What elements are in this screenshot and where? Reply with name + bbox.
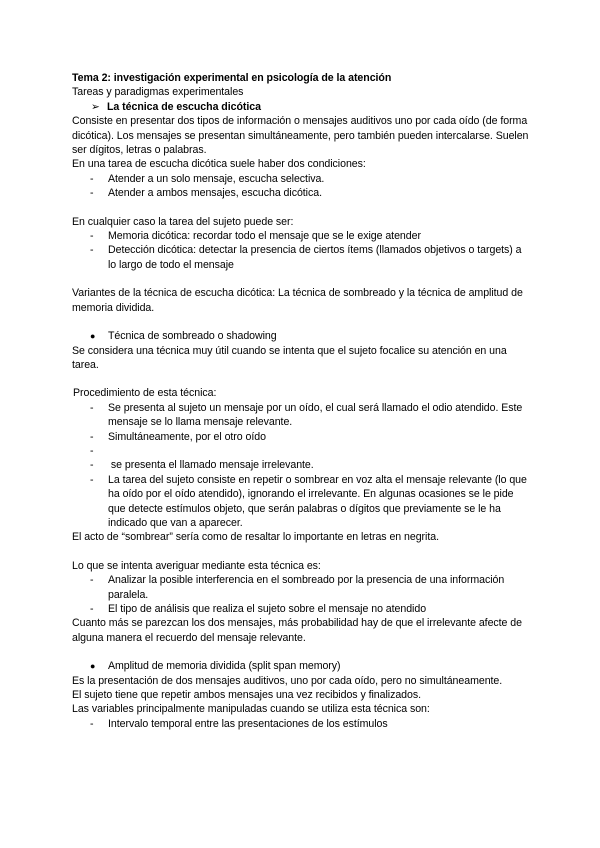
paragraph: Es la presentación de dos mensajes auditivos, uno por cada oído, pero no simultáneamente. [72,674,503,687]
paragraph: El acto de “sombrear” sería como de resaltar lo importante en letras en negrita. [72,531,439,544]
list-item: - Atender a ambos mensajes, escucha dicótica. [72,186,532,200]
list-item: - Analizar la posible interferencia en el sombreado por la presencia de una información paralela. [72,573,532,602]
bullet-heading-text: Técnica de sombreado o shadowing [108,330,277,343]
dash-list-conditions [72,172,532,201]
circle-bullet-icon: ● [90,331,96,342]
section-heading-text: La técnica de escucha dicótica [107,100,261,113]
list-item: - se presenta el llamado mensaje irrelevante. [72,458,532,472]
list-item [72,444,532,458]
list-item: - Se presenta al sujeto un mensaje por un oído, el cual será llamado el odio atendido. Este mensaje se lo llama mensaje relevante. [72,401,532,430]
list-item: - Simultáneamente, por el otro oído [72,430,532,444]
dash-list-tasks [72,229,532,272]
bullet-heading-split-span [72,659,532,673]
paragraph: En una tarea de escucha dicótica suele haber dos condiciones: [72,158,366,171]
dash-list-procedure [72,401,532,531]
list-item: - El tipo de análisis que realiza el sujeto sobre el mensaje no atendido [72,602,532,616]
list-item: - Detección dicótica: detectar la presencia de ciertos ítems (llamados objetivos o targets) a lo largo de todo el mensaje [72,243,532,272]
paragraph: Las variables principalmente manipuladas cuando se utiliza esta técnica son: [72,703,430,716]
paragraph: El sujeto tiene que repetir ambos mensajes una vez recibidos y finalizados. [72,689,421,702]
list-item: - Atender a un solo mensaje, escucha selectiva. [72,172,532,186]
dash-list-variables [72,717,532,731]
dash-list-goals [72,573,532,616]
list-item: - Intervalo temporal entre las presentaciones de los estímulos [72,717,532,731]
paragraph: En cualquier caso la tarea del sujeto puede ser: [72,215,294,228]
bullet-heading-text: Amplitud de memoria dividida (split span memory) [108,660,341,673]
paragraph: Lo que se intenta averiguar mediante esta técnica es: [72,559,321,572]
paragraph: Se considera una técnica muy útil cuando se intenta que el sujeto focalice su atención en una tarea. [72,344,507,371]
list-item: - Memoria dicótica: recordar todo el mensaje que se le exige atender [72,229,532,243]
paragraph: Consiste en presentar dos tipos de información o mensajes auditivos uno por cada oído (de forma dicótica). Los mensajes se presentan simultáneamente, pero también pueden intercalarse. Suelen ser dígitos, letras o palabras. [72,115,529,157]
paragraph: Cuanto más se parezcan los dos mensajes, más probabilidad hay de que el irrelevante afecte de alguna manera el recuerdo del mensaje relevante. [72,617,522,644]
list-item: - La tarea del sujeto consiste en repetir o sombrear en voz alta el mensaje relevante (lo que ha oído por el oído atendido), ignorando el irrelevante. En algunas ocasiones se le pide que detecte estímulos objeto, que serán palabras o dígitos que previamente se le ha indicado que van a aparecer. [72,473,532,531]
bullet-heading-shadowing [72,329,532,343]
document-page [72,71,532,731]
section-heading [72,100,532,114]
paragraph: Procedimiento de esta técnica: [73,387,217,400]
document-subtitle: Tareas y paradigmas experimentales [72,86,244,99]
paragraph: Variantes de la técnica de escucha dicótica: La técnica de sombreado y la técnica de amplitud de memoria dividida. [72,287,523,314]
arrow-bullet-icon: ➢ [91,100,100,113]
circle-bullet-icon: ● [90,661,96,672]
document-title: Tema 2: investigación experimental en psicología de la atención [72,72,392,84]
